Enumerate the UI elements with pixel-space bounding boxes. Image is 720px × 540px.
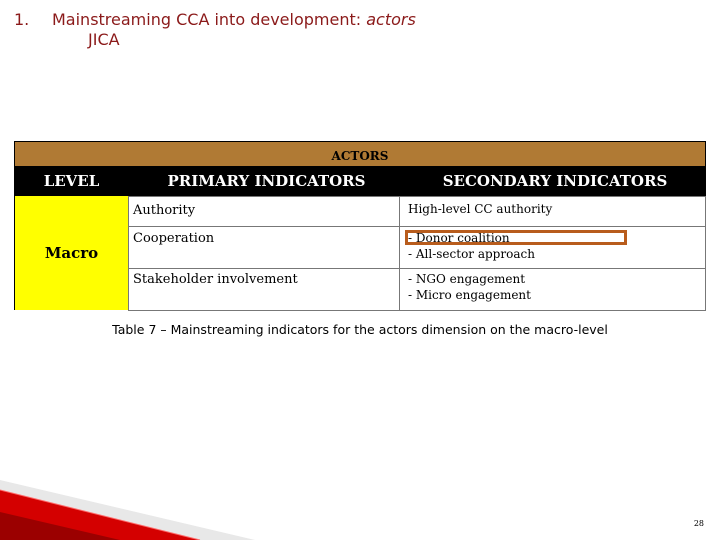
col-secondary-header: SECONDARY INDICATORS: [442, 172, 668, 190]
indicator-grid: [128, 196, 706, 311]
secondary-indicator: [399, 197, 705, 226]
title-main: Mainstreaming CCA into development:: [52, 10, 367, 29]
table-row: [129, 196, 705, 226]
level-cell: Macro: [14, 196, 128, 310]
red-corner-decoration: [0, 450, 260, 540]
slide-title: [14, 10, 416, 50]
table-header-row: [14, 167, 706, 196]
secondary-item: - NGO engagement: [408, 272, 526, 286]
col-primary-header: PRIMARY INDICATORS: [167, 172, 366, 190]
table-body: [14, 196, 706, 311]
primary-indicator: Cooperation: [133, 231, 215, 246]
secondary-item: High-level CC authority: [408, 202, 553, 216]
page-number: 28: [693, 519, 704, 528]
highlight-box: [405, 230, 627, 245]
title-italic: actors: [366, 10, 416, 29]
table-row: [129, 268, 705, 310]
col-level-header: LEVEL: [43, 172, 100, 190]
primary-indicator: Stakeholder involvement: [133, 272, 298, 287]
primary-indicator: Authority: [133, 203, 196, 218]
secondary-item: - Micro engagement: [408, 288, 531, 302]
title-number: 1.: [14, 10, 30, 29]
actors-header: ACTORS: [14, 141, 706, 167]
secondary-item: - All-sector approach: [408, 247, 535, 261]
indicators-table: [14, 141, 706, 311]
title-sub: JICA: [88, 30, 120, 49]
secondary-item: - Donor coalition: [408, 231, 510, 245]
table-caption: Table 7 – Mainstreaming indicators for the actors dimension on the macro-level: [112, 322, 608, 337]
secondary-indicator: [399, 269, 705, 310]
